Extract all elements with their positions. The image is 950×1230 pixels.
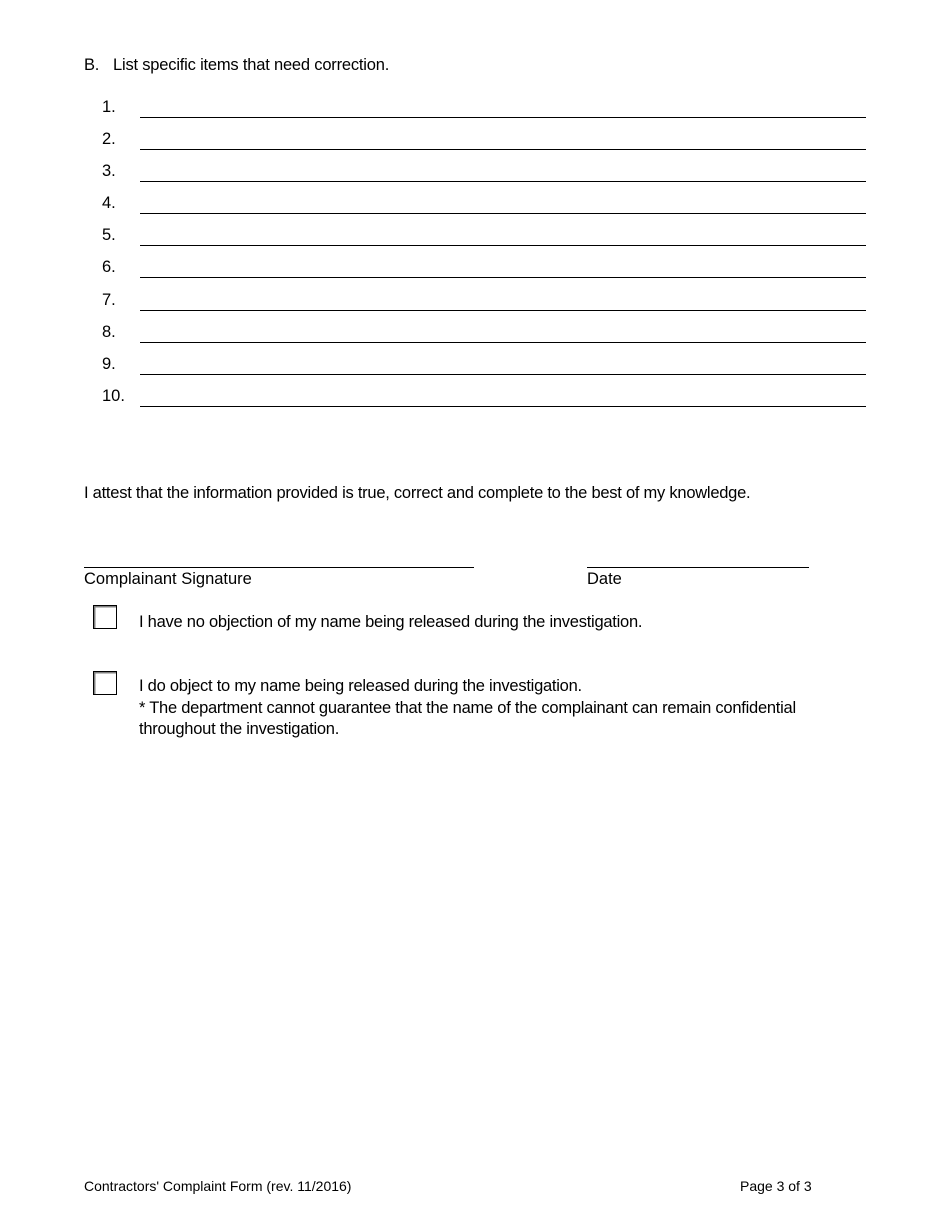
attestation-statement: I attest that the information provided is true, correct and complete to the best of my knowledge.: [84, 484, 751, 502]
item-input-6[interactable]: [140, 277, 866, 278]
footer-page-number: Page 3 of 3: [740, 1178, 812, 1194]
item-input-10[interactable]: [140, 406, 866, 407]
item-number: 8.: [102, 322, 116, 341]
date-label: Date: [587, 570, 622, 588]
section-letter: B.: [84, 56, 100, 74]
no-objection-label: I have no objection of my name being released during the investigation.: [139, 613, 643, 631]
section-heading-text: List specific items that need correction.: [113, 56, 390, 74]
list-item: [84, 192, 866, 224]
disclaimer-line-1: * The department cannot guarantee that the name of the complainant can remain confidential: [139, 699, 796, 717]
date-line[interactable]: [587, 567, 809, 568]
list-item: [84, 96, 866, 128]
item-number: 2.: [102, 130, 116, 149]
item-input-5[interactable]: [140, 245, 866, 246]
item-number: 4.: [102, 194, 116, 213]
list-item: [84, 385, 866, 417]
disclaimer-line-2: throughout the investigation.: [139, 720, 340, 738]
list-item: [84, 321, 866, 353]
item-number: 3.: [102, 162, 116, 181]
item-number: 5.: [102, 226, 116, 245]
item-input-9[interactable]: [140, 374, 866, 375]
item-input-4[interactable]: [140, 213, 866, 214]
section-b-heading: [84, 56, 389, 75]
item-number: 9.: [102, 354, 116, 373]
list-item: [84, 128, 866, 160]
object-checkbox[interactable]: [93, 671, 117, 695]
correction-items-list: [84, 96, 866, 417]
item-input-2[interactable]: [140, 149, 866, 150]
item-input-7[interactable]: [140, 310, 866, 311]
no-objection-checkbox[interactable]: [93, 605, 117, 629]
signature-line[interactable]: [84, 567, 474, 568]
list-item: [84, 353, 866, 385]
list-item: [84, 160, 866, 192]
item-input-1[interactable]: [140, 117, 866, 118]
list-item: [84, 256, 866, 288]
item-number: 7.: [102, 290, 116, 309]
item-number: 6.: [102, 258, 116, 277]
item-number: 1.: [102, 98, 116, 116]
signature-label: Complainant Signature: [84, 570, 252, 588]
list-item: [84, 224, 866, 256]
item-number: 10.: [102, 386, 125, 405]
list-item: [84, 289, 866, 321]
item-input-8[interactable]: [140, 342, 866, 343]
footer-form-name: Contractors' Complaint Form (rev. 11/2016): [84, 1178, 352, 1194]
item-input-3[interactable]: [140, 181, 866, 182]
object-label: I do object to my name being released during the investigation.: [139, 677, 582, 695]
